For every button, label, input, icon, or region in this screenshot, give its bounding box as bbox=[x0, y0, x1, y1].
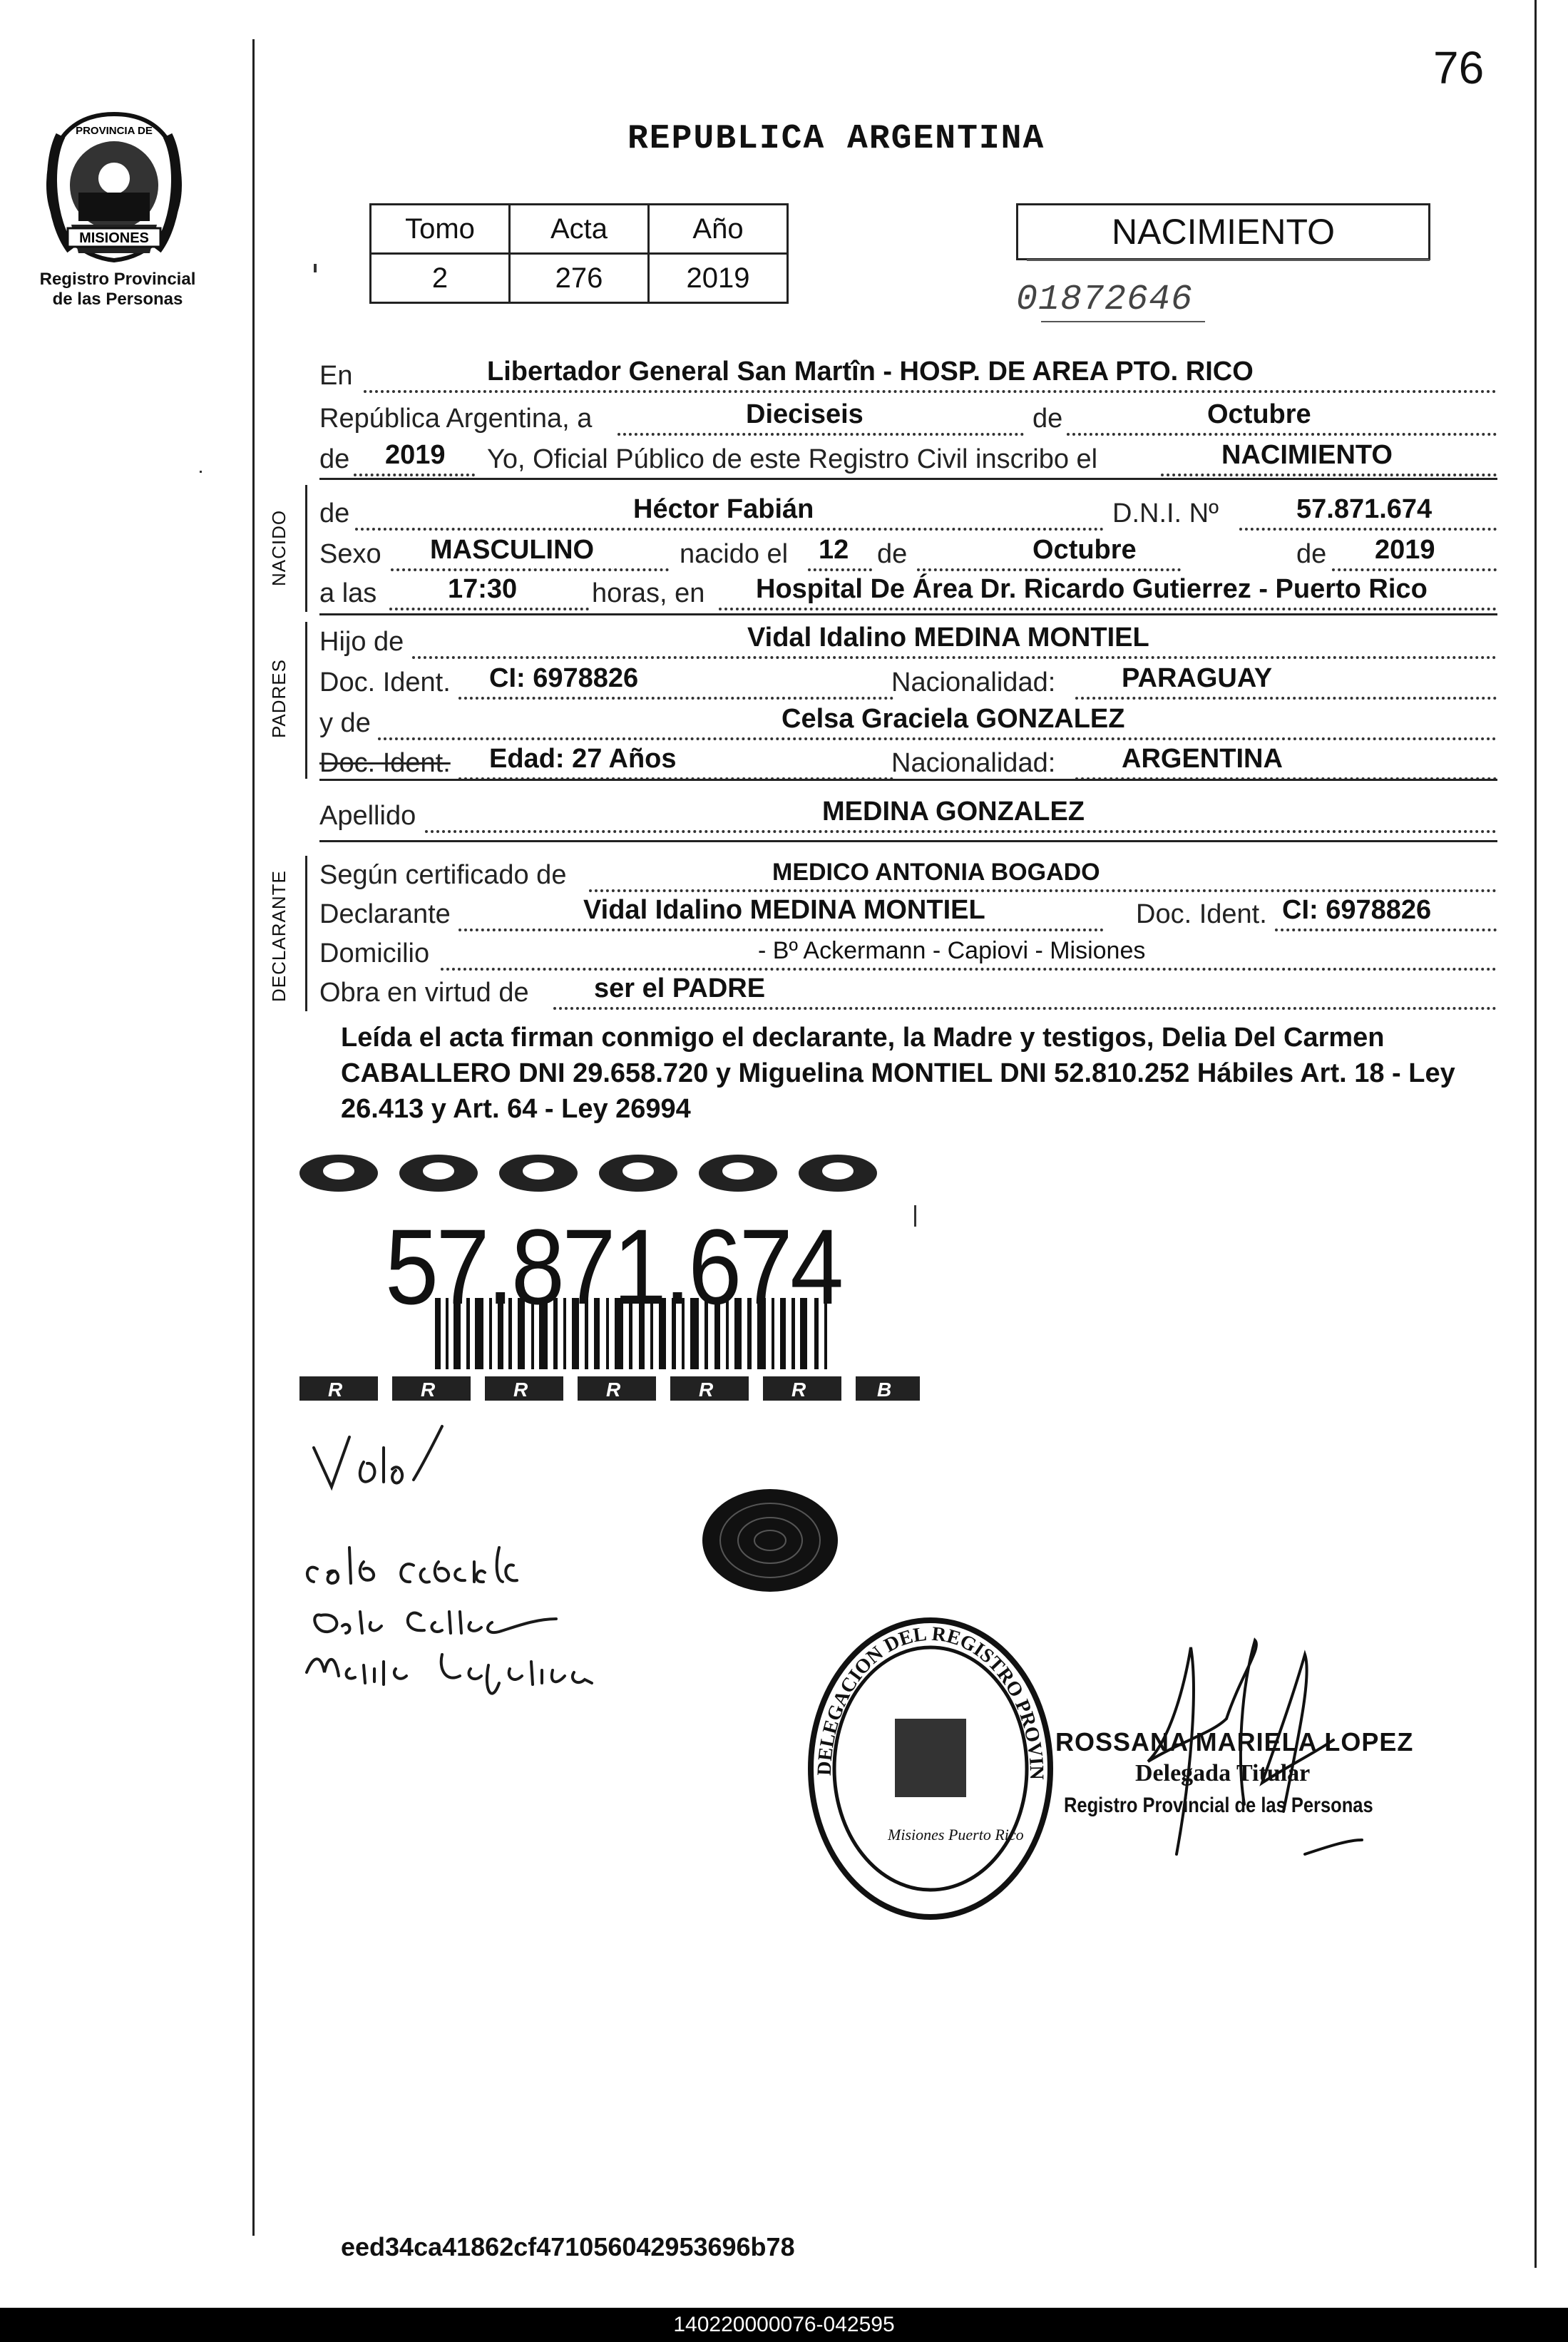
serial-number: 01872646 bbox=[1016, 280, 1194, 320]
row-father-doc bbox=[319, 660, 1497, 702]
yo-text: Yo, Oficial Público de este Registro Civil inscribo el bbox=[487, 444, 1098, 474]
document-hash: eed34ca41862cf471056042953696b78 bbox=[341, 2232, 795, 2261]
declarante-section-label: DECLARANTE bbox=[268, 870, 289, 1002]
row-mother-doc bbox=[319, 740, 1497, 783]
row-hora bbox=[319, 571, 1497, 613]
apellido-value: MEDINA GONZALEZ bbox=[822, 797, 1085, 827]
officer-organization: Registro Provincial de las Personas bbox=[1064, 1794, 1373, 1817]
acta-value: 276 bbox=[510, 254, 649, 303]
hijo-de-label: Hijo de bbox=[319, 627, 404, 657]
stray-mark-2 bbox=[200, 471, 202, 473]
svg-text:R: R bbox=[699, 1379, 714, 1401]
declarante-label: Declarante bbox=[319, 899, 451, 929]
acta-header: Acta bbox=[510, 205, 649, 254]
divider-2 bbox=[319, 613, 1497, 615]
father-name-value: Vidal Idalino MEDINA MONTIEL bbox=[747, 623, 1149, 653]
divider-1 bbox=[319, 478, 1497, 480]
closing-text: Leída el acta firman conmigo el declarante, la Madre y testigos, Delia Del Carmen CABALLERO DNI 29.658.720 y Miguelina MONTIEL DNI 52.810.252 Hábiles Art. 18 - Ley 26.413 y Art. 64 - Ley 26994 bbox=[341, 1023, 1455, 1124]
tomo-value: 2 bbox=[371, 254, 510, 303]
time-value: 17:30 bbox=[448, 574, 518, 604]
row-year bbox=[319, 436, 1497, 479]
de-label-3: de bbox=[1296, 539, 1327, 569]
declarante-doc-value: CI: 6978826 bbox=[1282, 895, 1432, 925]
tomo-header: Tomo bbox=[371, 205, 510, 254]
apellido-label: Apellido bbox=[319, 801, 416, 831]
doc-ident-label-struck: Doc. Ident. bbox=[319, 748, 451, 778]
row-sexo bbox=[319, 531, 1497, 574]
registry-table bbox=[369, 203, 789, 304]
anio-value: 2019 bbox=[649, 254, 788, 303]
declarante-value: Vidal Idalino MEDINA MONTIEL bbox=[583, 895, 985, 925]
document-title: REPUBLICA ARGENTINA bbox=[627, 120, 1045, 158]
row-republica bbox=[319, 396, 1497, 439]
nacionalidad-label: Nacionalidad: bbox=[891, 668, 1056, 697]
svg-text:MISIONES: MISIONES bbox=[79, 230, 149, 246]
row-en bbox=[319, 353, 1497, 396]
divider-4 bbox=[319, 840, 1497, 842]
mother-name-value: Celsa Graciela GONZALEZ bbox=[782, 704, 1125, 734]
dni-label: D.N.I. Nº bbox=[1112, 498, 1219, 528]
place-value: Libertador General San Martîn - HOSP. DE AREA PTO. RICO bbox=[487, 357, 1254, 387]
svg-text:B: B bbox=[877, 1379, 892, 1401]
svg-text:R: R bbox=[328, 1379, 343, 1401]
nacido-el-label: nacido el bbox=[680, 539, 789, 569]
horas-en-label: horas, en bbox=[592, 578, 705, 608]
de-label-2: de bbox=[877, 539, 908, 569]
nacido-de-label: de bbox=[319, 498, 350, 528]
left-margin-line bbox=[252, 39, 255, 2236]
en-label: En bbox=[319, 361, 353, 391]
barcode-number: 57.871.674 bbox=[385, 1207, 841, 1326]
domicilio-label: Domicilio bbox=[319, 939, 430, 968]
row-hijo-de bbox=[319, 619, 1497, 662]
page-number: 76 bbox=[1433, 42, 1485, 93]
certificado-value: MEDICO ANTONIA BOGADO bbox=[772, 859, 1100, 886]
inscribe-value: NACIMIENTO bbox=[1221, 440, 1393, 470]
row-apellido bbox=[319, 793, 1497, 836]
mother-age-value: Edad: 27 Años bbox=[489, 744, 677, 774]
nacido-section-label: NACIDO bbox=[268, 509, 289, 586]
father-doc-value: CI: 6978826 bbox=[489, 663, 639, 693]
domicilio-value: - Bº Ackermann - Capiovi - Misiones bbox=[758, 937, 1146, 964]
day-text-value: Dieciseis bbox=[746, 399, 864, 429]
officer-name: ROSSANA MARIELA LOPEZ bbox=[1055, 1727, 1414, 1756]
official-round-stamp bbox=[802, 1612, 1059, 1926]
dni-value: 57.871.674 bbox=[1296, 494, 1433, 524]
svg-text:Misiones Puerto Rico: Misiones Puerto Rico bbox=[888, 1826, 1024, 1844]
birth-month-value: Octubre bbox=[1032, 535, 1137, 565]
sexo-label: Sexo bbox=[319, 539, 381, 569]
svg-text:DELEGACION DEL REGISTRO PROVIN: DELEGACION DEL REGISTRO PROVIN bbox=[813, 1622, 1048, 1780]
mother-nationality-value: ARGENTINA bbox=[1122, 744, 1283, 774]
declarante-doc-label: Doc. Ident. bbox=[1136, 899, 1267, 929]
divider-3 bbox=[319, 779, 1497, 781]
month-value: Octubre bbox=[1207, 399, 1311, 429]
row-y-de bbox=[319, 700, 1497, 743]
obra-label: Obra en virtud de bbox=[319, 978, 529, 1008]
svg-text:PROVINCIA DE: PROVINCIA DE bbox=[76, 125, 153, 137]
y-de-label: y de bbox=[319, 708, 371, 738]
de-label: de bbox=[1032, 404, 1063, 434]
a-las-label: a las bbox=[319, 578, 377, 608]
svg-text:R: R bbox=[421, 1379, 436, 1401]
nacionalidad-label-2: Nacionalidad: bbox=[891, 748, 1056, 778]
registry-caption: Registro Provincial de las Personas bbox=[39, 270, 196, 309]
act-type-underline bbox=[1027, 259, 1430, 261]
stray-mark bbox=[314, 264, 317, 272]
row-certificado bbox=[319, 852, 1497, 895]
officer-role: Delegada Titular bbox=[1135, 1760, 1311, 1786]
year-value: 2019 bbox=[385, 440, 446, 470]
right-margin-line bbox=[1534, 0, 1537, 2268]
sexo-value: MASCULINO bbox=[430, 535, 595, 565]
row-nacido-name bbox=[319, 491, 1497, 533]
row-domicilio bbox=[319, 931, 1497, 973]
row-obra bbox=[319, 970, 1497, 1013]
birth-day-value: 12 bbox=[819, 535, 849, 565]
anio-header: Año bbox=[649, 205, 788, 254]
svg-text:R: R bbox=[513, 1379, 528, 1401]
stray-mark-3 bbox=[914, 1205, 916, 1227]
act-type-box: NACIMIENTO bbox=[1016, 203, 1430, 260]
serial-underline bbox=[1041, 321, 1205, 322]
father-nationality-value: PARAGUAY bbox=[1122, 663, 1273, 693]
child-name-value: Héctor Fabián bbox=[633, 494, 814, 524]
republica-label: República Argentina, a bbox=[319, 404, 593, 434]
obra-value: ser el PADRE bbox=[594, 973, 766, 1003]
padres-section-label: PADRES bbox=[268, 659, 289, 738]
footer-code-bar: 140220000076-042595 bbox=[0, 2308, 1568, 2342]
doc-ident-label: Doc. Ident. bbox=[319, 668, 451, 697]
svg-text:R: R bbox=[606, 1379, 621, 1401]
birth-place-value: Hospital De Área Dr. Ricardo Gutierrez - Puerto Rico bbox=[756, 574, 1428, 604]
handwritten-signatures bbox=[299, 1419, 884, 1733]
de-year-label: de bbox=[319, 444, 350, 474]
row-declarante bbox=[319, 891, 1497, 934]
certificado-label: Según certificado de bbox=[319, 860, 567, 890]
birth-year-value: 2019 bbox=[1375, 535, 1435, 565]
svg-text:R: R bbox=[791, 1379, 806, 1401]
